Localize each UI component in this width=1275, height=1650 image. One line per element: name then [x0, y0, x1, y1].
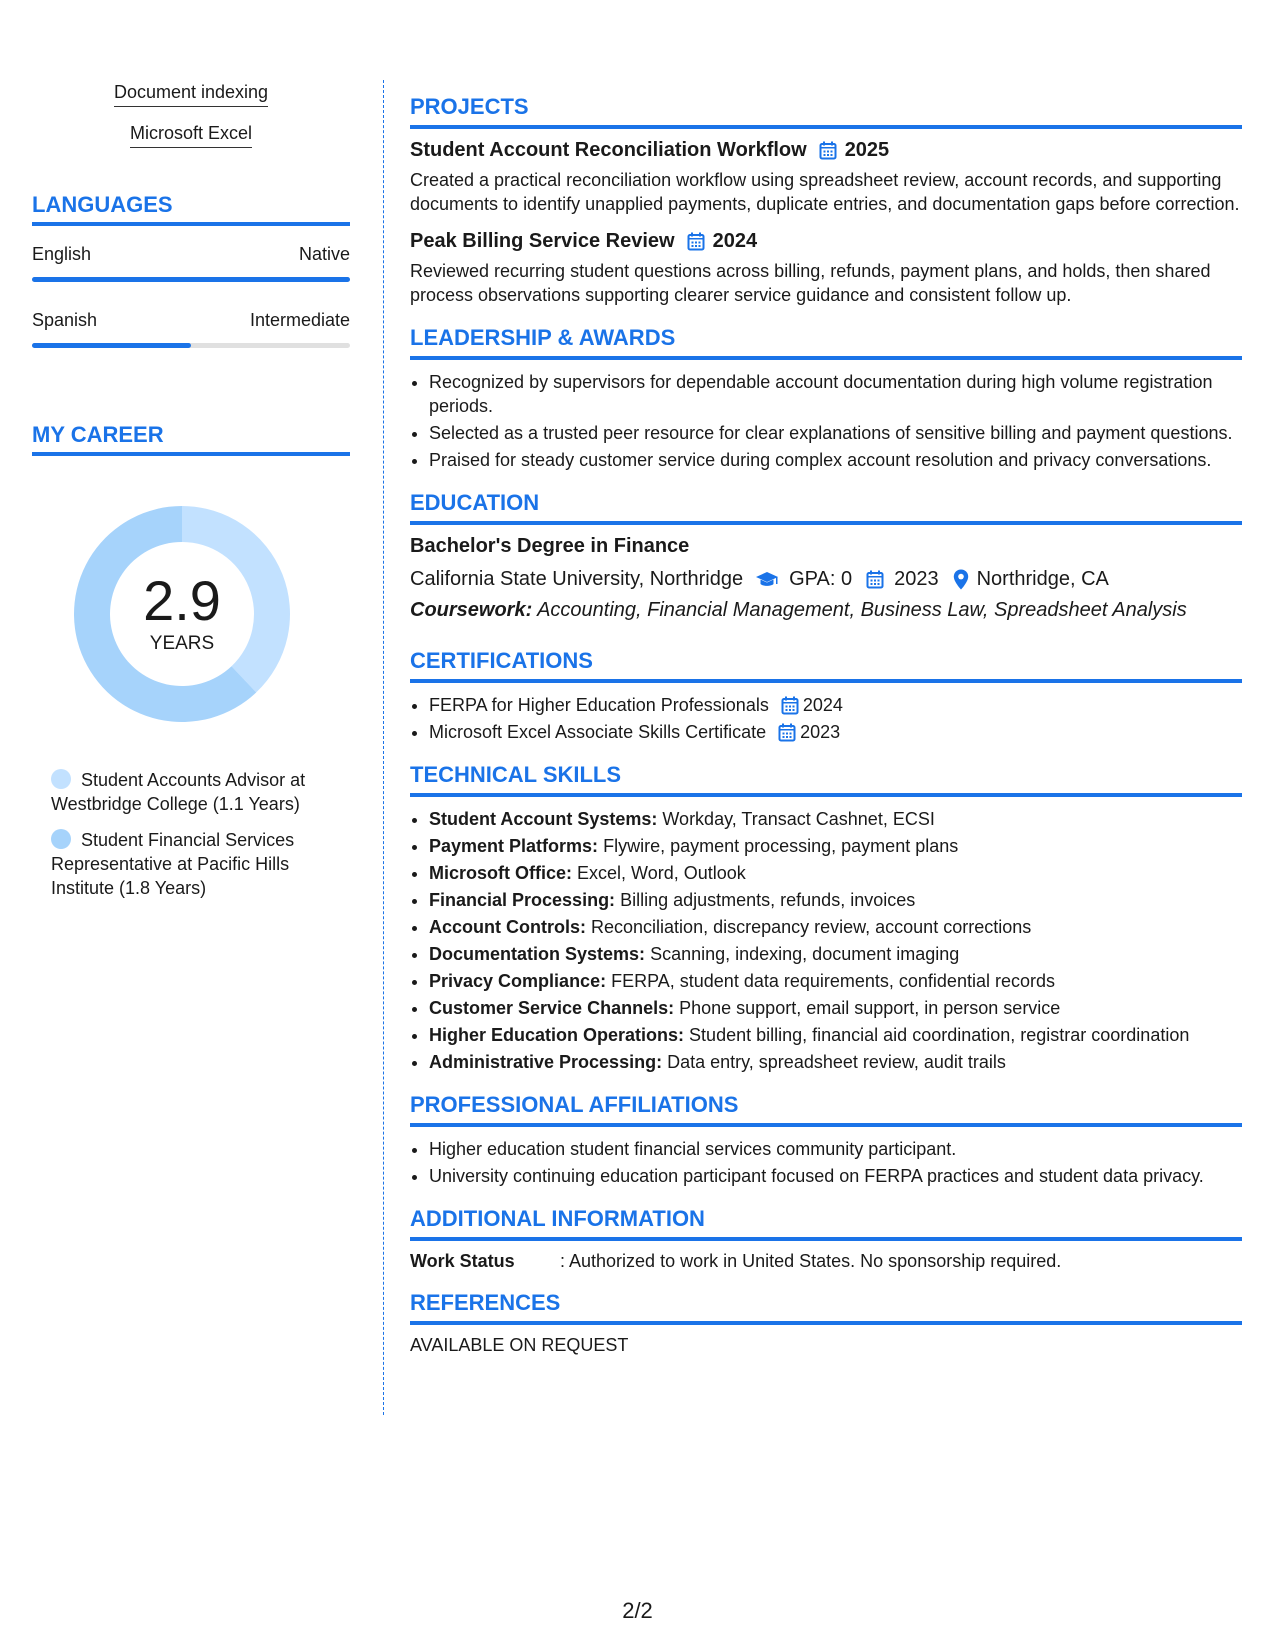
affiliations-section: [410, 1092, 1242, 1188]
education-details: [410, 568, 1242, 591]
language-level: Native: [298, 244, 350, 264]
list-item: • Praised for steady customer service during complex account resolution and privacy conversations.: [429, 448, 1242, 472]
career-total-unit: YEARS: [149, 633, 215, 654]
map-pin-icon: [953, 569, 969, 590]
certification-name: • Microsoft Excel Associate Skills Certificate: [429, 722, 767, 742]
skill-values: Phone support, email support, in person service: [679, 998, 1061, 1018]
page-number: 2/2: [622, 1598, 653, 1623]
skill-values: Flywire, payment processing, payment plans: [603, 836, 959, 856]
section-heading: EDUCATION: [410, 490, 1242, 525]
skill-item: [429, 807, 1242, 831]
education-location: Northridge, CA: [976, 568, 1109, 590]
certifications-list: [410, 693, 1242, 744]
skill-item: [429, 1023, 1242, 1047]
career-legend-item: [51, 828, 350, 900]
section-heading: CERTIFICATIONS: [410, 648, 1242, 683]
skill-category: Administrative Processing:: [429, 1052, 663, 1072]
list-item: • Higher education student financial services community participant.: [429, 1137, 1242, 1161]
list-item: • Recognized by supervisors for dependable account documentation during high volume registration periods.: [429, 370, 1242, 418]
project-year: 2025: [844, 139, 890, 161]
list-item: • Selected as a trusted peer resource for clear explanations of sensitive billing and payment questions.: [429, 421, 1242, 445]
skill-item: [429, 1050, 1242, 1074]
skill-category: Higher Education Operations:: [429, 1025, 685, 1045]
skill-category: Customer Service Channels:: [429, 998, 675, 1018]
education-gpa: GPA: 0: [789, 568, 853, 590]
project-year: 2024: [712, 230, 758, 252]
certification-year: 2024: [802, 695, 843, 715]
career-total-years: 2.9: [143, 569, 221, 632]
coursework-list: Accounting, Financial Management, Business Law, Spreadsheet Analysis: [537, 599, 1187, 621]
skill-item: [429, 888, 1242, 912]
project-description: Created a practical reconciliation workflow using spreadsheet review, account records, and supporting documents to identify unapplied payments, duplicate entries, and documentation gaps before correction.: [410, 170, 1240, 214]
education-year: 2023: [894, 568, 939, 590]
skill-category: Student Account Systems:: [429, 809, 658, 829]
skill-values: Data entry, spreadsheet review, audit trails: [667, 1052, 1006, 1072]
languages-heading: LANGUAGES: [32, 192, 350, 226]
skill-category: Privacy Compliance:: [429, 971, 607, 991]
project-title-row: [410, 139, 1242, 162]
skill-tag: [32, 82, 350, 107]
career-legend-item: [51, 768, 350, 816]
section-heading: REFERENCES: [410, 1290, 1242, 1325]
main-content: [410, 94, 1242, 1374]
skill-category: Microsoft Office:: [429, 863, 573, 883]
project-title-row: [410, 230, 1242, 253]
language-proficiency-bar: [32, 277, 350, 282]
projects-section: [410, 94, 1242, 307]
career-legend: [32, 768, 350, 900]
skill-values: Excel, Word, Outlook: [577, 863, 746, 883]
sidebar: [32, 82, 350, 912]
education-degree: Bachelor's Degree in Finance: [410, 535, 690, 557]
skill-category: Account Controls:: [429, 917, 586, 937]
certification-row: [429, 720, 1242, 744]
skill-item: [429, 861, 1242, 885]
section-heading: TECHNICAL SKILLS: [410, 762, 1242, 797]
language-proficiency-fill: [32, 277, 350, 282]
skill-values: Scanning, indexing, document imaging: [650, 944, 960, 964]
certification-item: [429, 720, 1242, 744]
technical-skills-list: [410, 807, 1242, 1074]
legend-dot: [51, 769, 71, 789]
skill-values: Student billing, financial aid coordination, registrar coordination: [689, 1025, 1190, 1045]
career-donut-center: [66, 498, 298, 730]
education-section: [410, 490, 1242, 622]
technical-skills-section: [410, 762, 1242, 1074]
skill-values: Billing adjustments, refunds, invoices: [620, 890, 916, 910]
leadership-section: [410, 325, 1242, 472]
legend-dot: [51, 829, 71, 849]
certification-name: • FERPA for Higher Education Professionals: [429, 695, 769, 715]
skill-category: Financial Processing:: [429, 890, 616, 910]
skill-item: [429, 969, 1242, 993]
skill-tag-label: Microsoft Excel: [130, 123, 252, 148]
work-status-value: : Authorized to work in United States. No sponsorship required.: [560, 1251, 1062, 1271]
skill-tag-label: Document indexing: [114, 82, 268, 107]
project-description: Reviewed recurring student questions across billing, refunds, payment plans, and holds, then shared process observations supporting clearer service guidance and consistent follow up.: [410, 261, 1211, 305]
language-name: English: [32, 244, 92, 264]
career-donut-chart: [66, 498, 298, 730]
career-legend-label: Student Accounts Advisor at Westbridge College (1.1 Years): [51, 770, 306, 814]
language-row: [32, 244, 350, 265]
skill-tag: [32, 123, 350, 148]
education-school: California State University, Northridge: [410, 568, 744, 590]
graduation-cap-icon: [755, 571, 779, 589]
list-item: • University continuing education participant focused on FERPA practices and student data privacy.: [429, 1164, 1242, 1188]
project-title: Peak Billing Service Review: [410, 230, 675, 252]
skill-values: FERPA, student data requirements, confidential records: [611, 971, 1055, 991]
certification-row: [429, 693, 1242, 717]
language-name: Spanish: [32, 310, 98, 330]
certifications-section: [410, 648, 1242, 744]
affiliations-list: [410, 1137, 1242, 1188]
references-text: AVAILABLE ON REQUEST: [410, 1335, 629, 1355]
certification-year: 2023: [800, 722, 841, 742]
language-level: Intermediate: [249, 310, 350, 330]
language-proficiency-bar: [32, 343, 350, 348]
language-row: [32, 310, 350, 331]
leadership-list: [410, 370, 1242, 472]
calendar-icon: [781, 696, 799, 715]
skill-category: Payment Platforms:: [429, 836, 599, 856]
skill-item: [429, 942, 1242, 966]
language-proficiency-fill: [32, 343, 191, 348]
skill-category: Documentation Systems:: [429, 944, 646, 964]
skill-item: [429, 834, 1242, 858]
coursework-label: Coursework:: [410, 599, 533, 621]
skill-values: Reconciliation, discrepancy review, account corrections: [591, 917, 1032, 937]
additional-info-section: [410, 1206, 1242, 1272]
section-heading: ADDITIONAL INFORMATION: [410, 1206, 1242, 1241]
education-coursework: [410, 599, 1242, 622]
skill-item: [429, 996, 1242, 1020]
calendar-icon: [819, 141, 837, 160]
career-heading: MY CAREER: [32, 422, 350, 456]
calendar-icon: [687, 232, 705, 251]
skill-item: [429, 915, 1242, 939]
section-heading: PROJECTS: [410, 94, 1242, 129]
certification-item: [429, 693, 1242, 717]
calendar-icon: [778, 723, 796, 742]
project-title: Student Account Reconciliation Workflow: [410, 139, 807, 161]
section-heading: PROFESSIONAL AFFILIATIONS: [410, 1092, 1242, 1127]
skill-values: Workday, Transact Cashnet, ECSI: [662, 809, 935, 829]
column-divider: [383, 80, 384, 1415]
section-heading: LEADERSHIP & AWARDS: [410, 325, 1242, 360]
work-status-label: Work Status: [410, 1251, 515, 1271]
work-status-row: [410, 1251, 1242, 1272]
calendar-icon: [866, 570, 884, 589]
references-section: [410, 1290, 1242, 1356]
career-legend-label: Student Financial Services Representative at Pacific Hills Institute (1.8 Years): [51, 830, 295, 898]
